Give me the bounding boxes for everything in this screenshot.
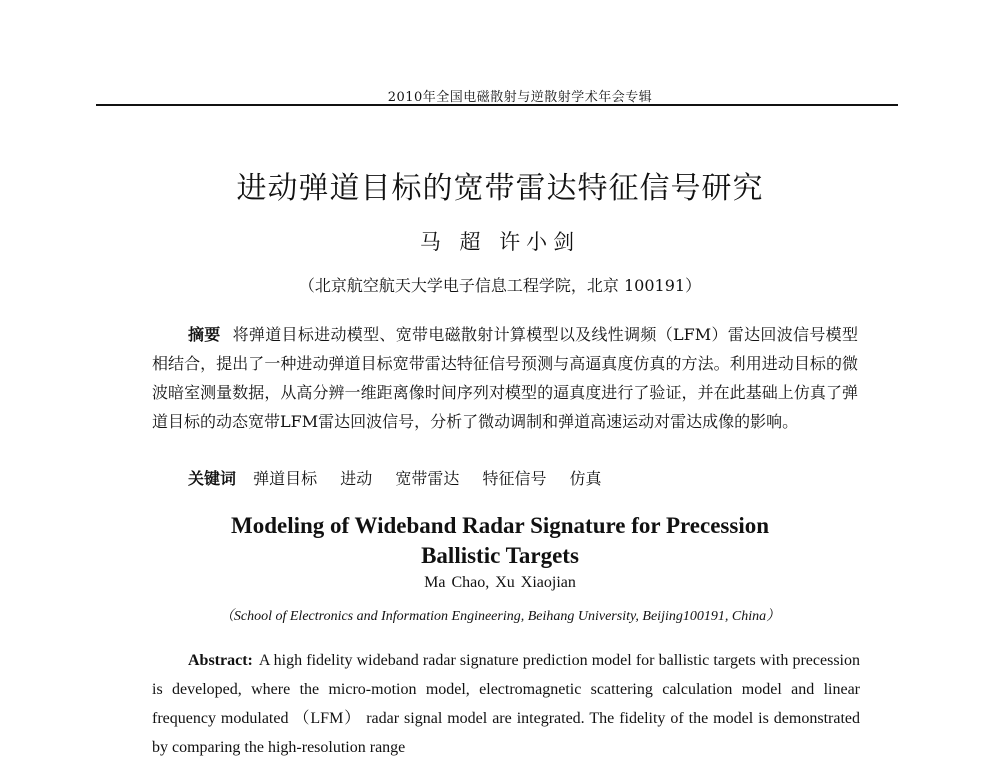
abstract-cn-text: 将弹道目标进动模型、宽带电磁散射计算模型以及线性调频（LFM）雷达回波信号模型相结合，提出了一种进动弹道目标宽带雷达特征信号预测与高逼真度仿真的方法。利用进动目标的微波暗室测量数据，从高分辨一维距离像时间序列对模型的逼真度进行了验证，并在此基础上仿真了弹道目标的动态宽带LFM雷达回波信号，分析了微动调制和弹道高速运动对雷达成像的影响。	[152, 325, 858, 431]
keywords-cn-label: 关键词	[188, 469, 237, 488]
abstract-en-text: A high fidelity wideband radar signature prediction model for ballistic targets with precession is developed, where the micro-motion model, electromagnetic scattering calculation model and linear frequency modulated （LFM） radar signal model are integrated. The fidelity of the model is demonstrated by comparing the high-resolution range	[152, 652, 860, 756]
keyword-item: 进动	[340, 469, 373, 488]
paper-title-en	[130, 511, 870, 571]
abstract-en	[152, 646, 860, 762]
affiliation-en: （School of Electronics and Information Engineering, Beihang University, Beijing100191, China）	[219, 609, 781, 624]
affiliation-cn: （北京航空航天大学电子信息工程学院，北京 100191）	[298, 276, 702, 295]
authors-cn: 马 超 许小剑	[419, 230, 581, 254]
authors-en: Ma Chao, Xu Xiaojian	[424, 574, 576, 591]
keywords-cn	[188, 466, 868, 489]
abstract-en-label: Abstract:	[188, 652, 253, 669]
paper-title-en-line1: Modeling of Wideband Radar Signature for Precession	[231, 513, 769, 538]
abstract-cn-label: 摘要	[188, 325, 221, 344]
keyword-item: 特征信号	[482, 469, 547, 488]
journal-header: 2010年全国电磁散射与逆散射学术年会专辑	[387, 90, 653, 105]
keyword-item: 宽带雷达	[395, 469, 460, 488]
abstract-cn	[152, 320, 858, 436]
keyword-item: 仿真	[569, 469, 602, 488]
paper-title-cn: 进动弹道目标的宽带雷达特征信号研究	[236, 171, 764, 206]
keyword-item: 弹道目标	[253, 469, 318, 488]
header-rule	[96, 104, 898, 106]
paper-title-en-line2: Ballistic Targets	[421, 543, 579, 568]
